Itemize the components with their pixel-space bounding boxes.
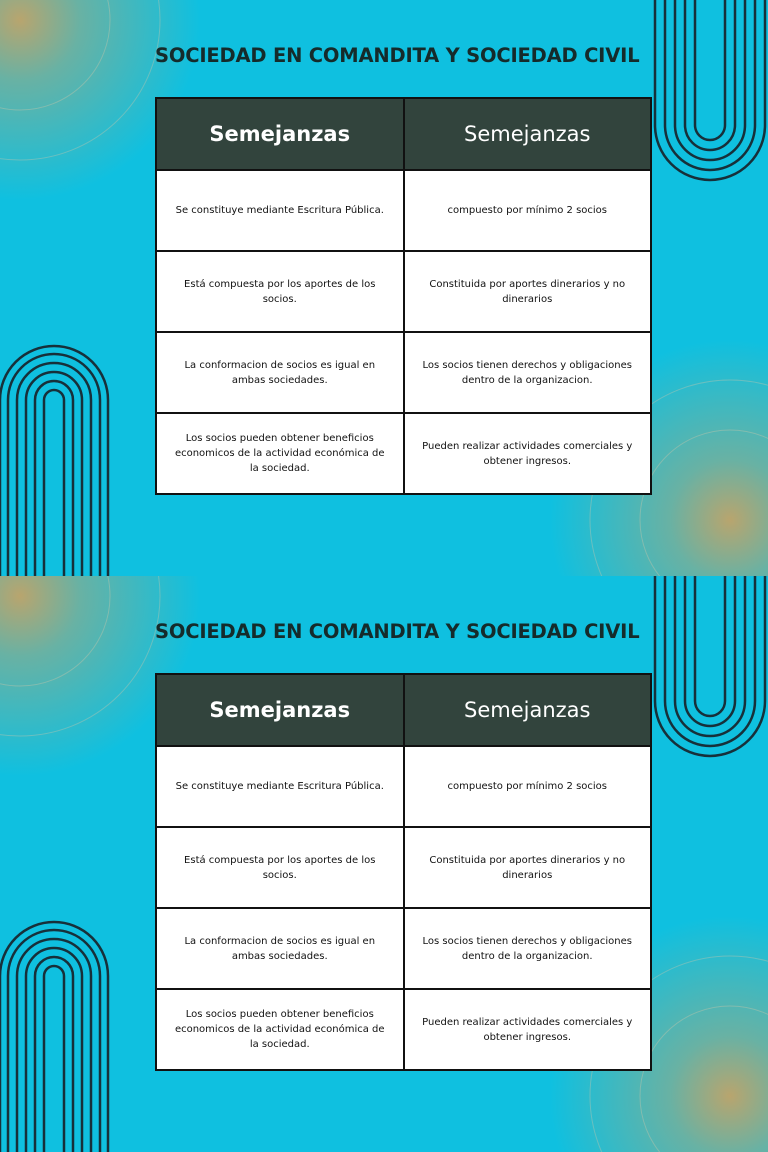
table-row	[156, 413, 651, 494]
table-row	[156, 251, 651, 332]
table-cell: La conformacion de socios es igual en ambas sociedades.	[156, 908, 404, 989]
table-row	[156, 827, 651, 908]
table-row	[156, 989, 651, 1070]
table-header-row	[156, 674, 651, 746]
table-cell: Está compuesta por los aportes de los socios.	[156, 827, 404, 908]
table-cell: Pueden realizar actividades comerciales y obtener ingresos.	[404, 413, 652, 494]
table-cell: Se constituye mediante Escritura Pública.	[156, 170, 404, 251]
table-cell: Los socios pueden obtener beneficios economicos de la actividad económica de la sociedad.	[156, 413, 404, 494]
page-title: SOCIEDAD EN COMANDITA Y SOCIEDAD CIVIL	[155, 44, 640, 67]
table-cell: La conformacion de socios es igual en ambas sociedades.	[156, 332, 404, 413]
table-cell: Se constituye mediante Escritura Pública.	[156, 746, 404, 827]
column-header: Semejanzas	[404, 674, 652, 746]
comparison-table	[155, 673, 652, 1071]
column-header: Semejanzas	[156, 98, 404, 170]
table-cell: Los socios tienen derechos y obligaciones dentro de la organizacion.	[404, 908, 652, 989]
table-cell: Los socios tienen derechos y obligaciones dentro de la organizacion.	[404, 332, 652, 413]
page-title: SOCIEDAD EN COMANDITA Y SOCIEDAD CIVIL	[155, 620, 640, 643]
table-header-row	[156, 98, 651, 170]
table-cell: Constituida por aportes dinerarios y no dinerarios	[404, 827, 652, 908]
column-header: Semejanzas	[404, 98, 652, 170]
table-row	[156, 170, 651, 251]
table-cell: Los socios pueden obtener beneficios economicos de la actividad económica de la sociedad.	[156, 989, 404, 1070]
comparison-table	[155, 97, 652, 495]
table-cell: Constituida por aportes dinerarios y no dinerarios	[404, 251, 652, 332]
column-header: Semejanzas	[156, 674, 404, 746]
table-cell: compuesto por mínimo 2 socios	[404, 170, 652, 251]
table-row	[156, 908, 651, 989]
table-cell: compuesto por mínimo 2 socios	[404, 746, 652, 827]
table-cell: Pueden realizar actividades comerciales y obtener ingresos.	[404, 989, 652, 1070]
table-cell: Está compuesta por los aportes de los socios.	[156, 251, 404, 332]
table-row	[156, 746, 651, 827]
slide-page-2	[0, 576, 768, 1152]
table-row	[156, 332, 651, 413]
